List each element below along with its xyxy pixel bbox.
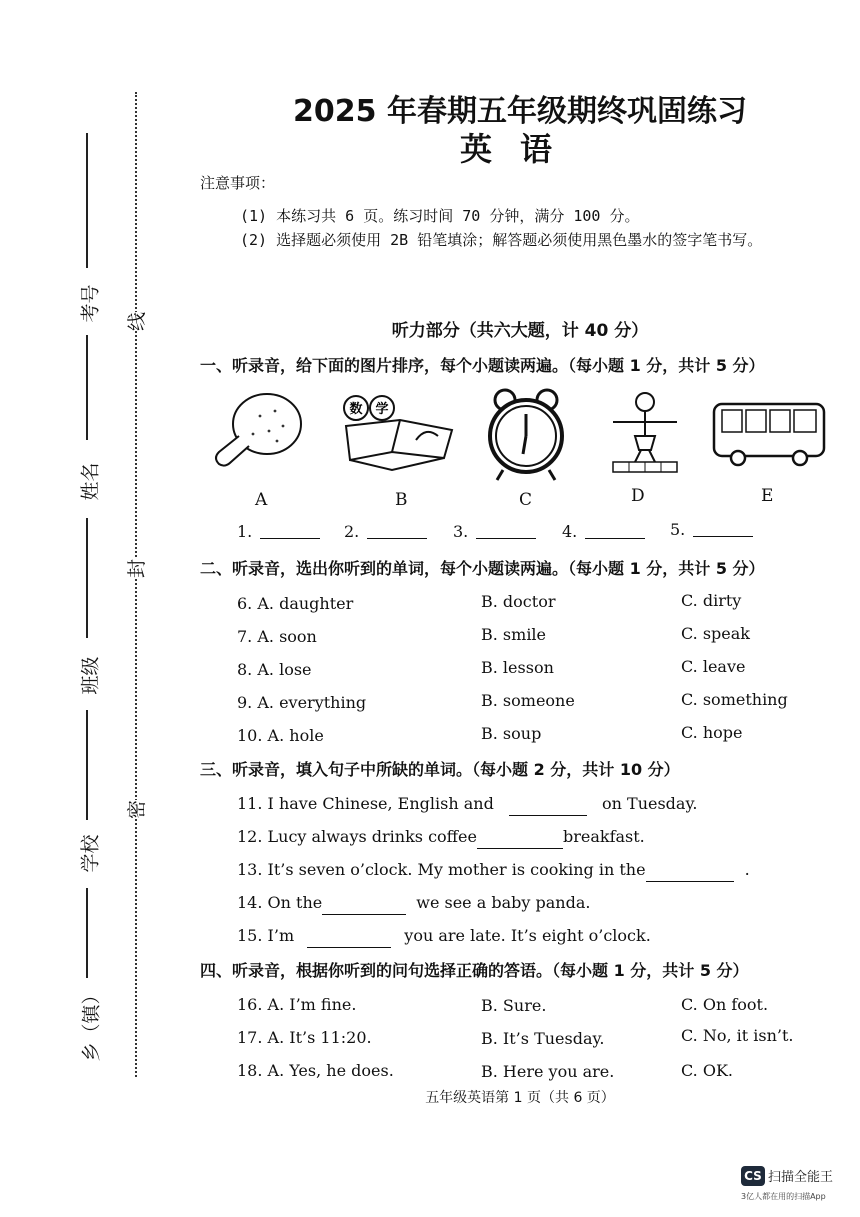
q10-option-a[interactable]: 10. A. hole (237, 726, 324, 745)
name-line (86, 335, 88, 440)
blank-1[interactable] (237, 522, 320, 541)
camscanner-name: 扫描全能王 (768, 1170, 834, 1185)
sentence-before: 12. Lucy always drinks coffee (237, 827, 477, 846)
sentence-after: on Tuesday. (602, 794, 698, 813)
q8-option-b[interactable]: B. lesson (481, 658, 554, 677)
q18-option-c[interactable]: C. OK. (681, 1061, 733, 1080)
q17-option-b[interactable]: B. It’s Tuesday. (481, 1029, 605, 1048)
sentence-after: we see a baby panda. (416, 893, 591, 912)
q18-option-a[interactable]: 18. A. Yes, he does. (237, 1061, 394, 1080)
q9-option-c[interactable]: C. something (681, 690, 788, 709)
blank-number: 3. (453, 522, 469, 541)
q10-option-b[interactable]: B. soup (481, 724, 542, 743)
q6-option-b[interactable]: B. doctor (481, 592, 556, 611)
picture-label-c: C (519, 490, 533, 510)
q7-option-c[interactable]: C. speak (681, 624, 750, 643)
q9-option-a[interactable]: 9. A. everything (237, 693, 367, 712)
sentence-before: 15. I’m (237, 926, 295, 945)
town-label: 乡（镇） (80, 985, 103, 1062)
class-label: 班级 (79, 656, 102, 695)
seal-char-close: 密 (122, 800, 149, 819)
q6-option-a[interactable]: 6. A. daughter (237, 594, 354, 613)
name-label: 姓名 (79, 462, 102, 501)
q9-option-b[interactable]: B. someone (481, 691, 575, 710)
blank-4[interactable] (562, 522, 645, 541)
seal-char-line: 线 (122, 312, 149, 331)
listening-part-title: 听力部分（共六大题，计 40 分） (391, 321, 649, 341)
q8-option-c[interactable]: C. leave (681, 657, 746, 676)
camscanner-logo-icon: CS (741, 1166, 765, 1186)
q17-option-a[interactable]: 17. A. It’s 11:20. (237, 1028, 372, 1047)
q15-blank[interactable] (307, 928, 391, 948)
sentence-before: 11. I have Chinese, English and (237, 794, 494, 813)
class-line (86, 518, 88, 638)
school-label: 学校 (79, 834, 102, 873)
picture-label-d: D (631, 486, 645, 506)
exam-title: 2025 年春期五年级期终巩固练习 (293, 94, 747, 129)
q7-option-a[interactable]: 7. A. soon (237, 627, 317, 646)
blank-number: 1. (237, 522, 253, 541)
picture-label-e: E (761, 486, 774, 506)
sentence-before: 13. It’s seven o’clock. My mother is cooking in the (237, 860, 646, 879)
school-line (86, 710, 88, 820)
q17-option-c[interactable]: C. No, it isn’t. (681, 1026, 794, 1045)
seal-char-seal: 封 (122, 559, 149, 578)
bus-icon (710, 386, 830, 476)
q13-sentence (237, 860, 750, 882)
q14-blank[interactable] (322, 895, 406, 915)
q14-sentence (237, 893, 590, 915)
blank-number: 5. (670, 520, 686, 539)
blank-2[interactable] (344, 522, 427, 541)
q18-option-b[interactable]: B. Here you are. (481, 1062, 615, 1081)
seal-dotted-line (135, 92, 137, 1077)
notice-item-2: (2) 选择题必须使用 2B 铅笔填涂；解答题必须使用黑色墨水的签字笔书写。 (240, 231, 763, 249)
math-book-char-1: 数 (349, 402, 363, 417)
notice-item-1: (1) 本练习共 6 页。练习时间 70 分钟，满分 100 分。 (240, 207, 640, 225)
q12-blank[interactable] (477, 829, 563, 849)
section1-heading: 一、听录音，给下面的图片排序，每个小题读两遍。（每小题 1 分，共计 5 分） (200, 356, 765, 375)
dancing-girl-icon (605, 386, 705, 476)
alarm-clock-icon (485, 386, 585, 476)
sentence-after: breakfast. (562, 827, 645, 846)
ping-pong-paddle-icon (205, 386, 305, 476)
sentence-after: . (744, 860, 750, 879)
q13-blank[interactable] (646, 862, 734, 882)
q6-option-c[interactable]: C. dirty (681, 591, 742, 610)
math-book-icon (340, 386, 460, 476)
sentence-before: 14. On the (237, 893, 323, 912)
q7-option-b[interactable]: B. smile (481, 625, 547, 644)
sentence-after: you are late. It’s eight o’clock. (404, 926, 651, 945)
q16-option-a[interactable]: 16. A. I’m fine. (237, 995, 357, 1014)
page-footer: 五年级英语第 1 页（共 6 页） (425, 1090, 615, 1106)
q16-option-c[interactable]: C. On foot. (681, 995, 769, 1014)
notice-heading: 注意事项： (200, 174, 276, 192)
q8-option-a[interactable]: 8. A. lose (237, 660, 312, 679)
q10-option-c[interactable]: C. hope (681, 723, 743, 742)
section3-heading: 三、听录音，填入句子中所缺的单词。（每小题 2 分，共计 10 分） (200, 760, 680, 779)
picture-label-b: B (395, 490, 408, 510)
q12-sentence (237, 827, 645, 849)
section4-heading: 四、听录音，根据你听到的问句选择正确的答语。（每小题 1 分，共计 5 分） (200, 961, 749, 980)
section2-heading: 二、听录音，选出你听到的单词，每个小题读两遍。（每小题 1 分，共计 5 分） (200, 559, 765, 578)
blank-5[interactable] (670, 520, 753, 539)
blank-3[interactable] (453, 522, 536, 541)
math-book-char-2: 学 (375, 402, 389, 417)
exam-number-line (86, 133, 88, 268)
blank-number: 2. (344, 522, 360, 541)
q16-option-b[interactable]: B. Sure. (481, 996, 547, 1015)
town-line (86, 888, 88, 978)
exam-number-label: 考号 (79, 284, 102, 323)
camscanner-tagline: 3亿人都在用的扫描App (741, 1192, 826, 1201)
q11-sentence (237, 794, 697, 816)
picture-label-a: A (255, 490, 268, 510)
exam-subject: 英语 (459, 130, 580, 168)
q11-blank[interactable] (509, 796, 587, 816)
q15-sentence (237, 926, 651, 948)
blank-number: 4. (562, 522, 578, 541)
